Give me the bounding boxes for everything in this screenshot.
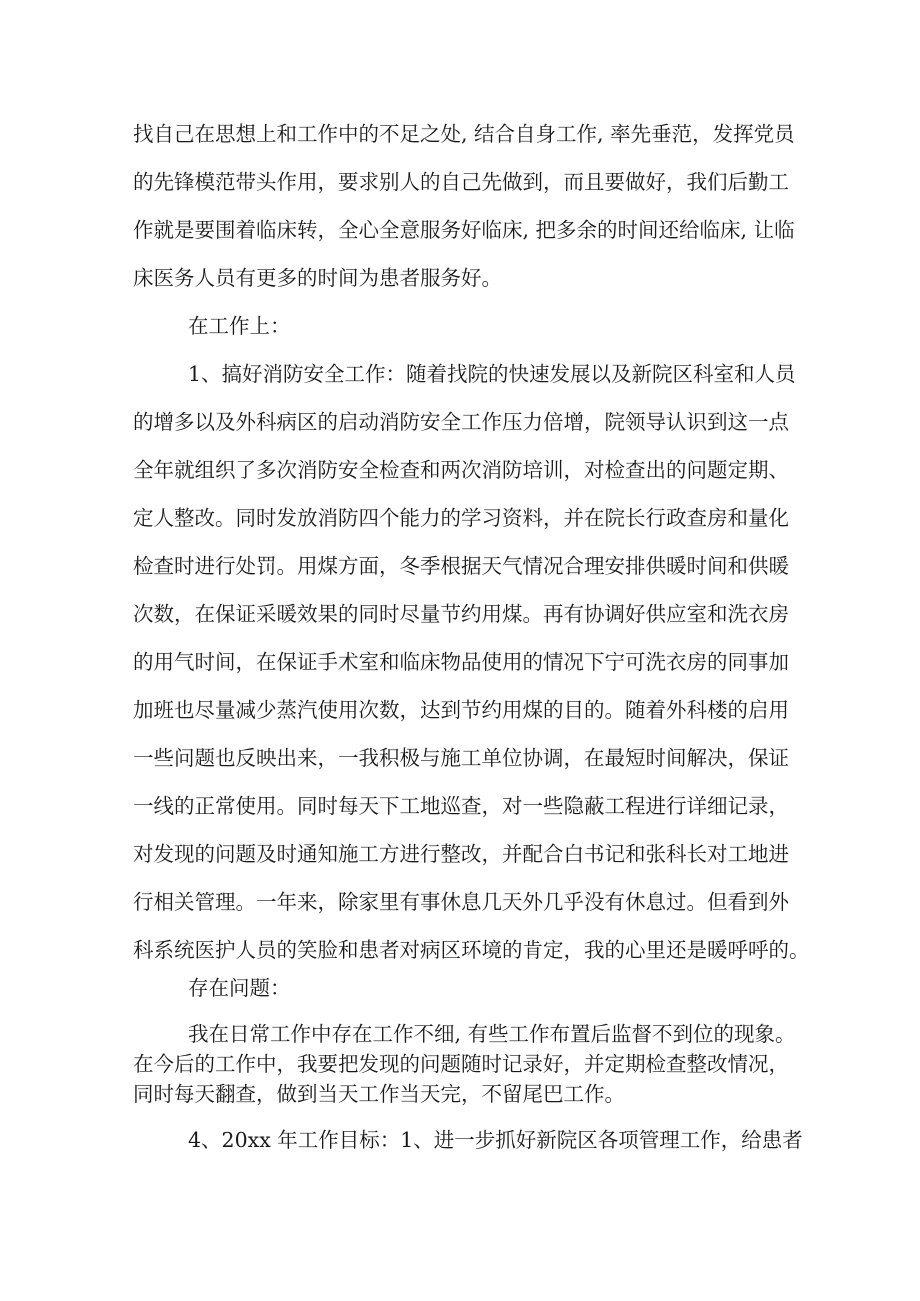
text-line: 作就是要围着临床转，全心全意服务好临床, 把多余的时间还给临床, 让临 — [133, 218, 795, 242]
text-line: 次数，在保证采暖效果的同时尽量节约用煤。再有协调好供应室和洗衣房 — [133, 602, 789, 626]
text-line: 1、搞好消防安全工作：随着找院的快速发展以及新院区科室和人员 — [188, 362, 796, 386]
text-line: 全年就组织了多次消防安全检查和两次消防培训，对检查出的问题定期、 — [133, 458, 789, 482]
text-line: 一线的正常使用。同时每天下工地巡查，对一些隐蔽工程进行详细记录， — [133, 794, 789, 818]
text-line: 我在日常工作中存在工作不细, 有些工作布置后监督不到位的现象。 — [188, 1022, 796, 1046]
section-heading: 在工作上： — [188, 314, 291, 338]
text-line: 的增多以及外科病区的启动消防安全工作压力倍增，院领导认识到这一点 — [133, 410, 789, 434]
text-line: 一些问题也反映出来，一我积极与施工单位协调，在最短时间解决，保证 — [133, 746, 789, 770]
text-line: 加班也尽量减少蒸汽使用次数，达到节约用煤的目的。随着外科楼的启用 — [133, 698, 789, 722]
text-line: 的先锋模范带头作用，要求别人的自己先做到，而且要做好，我们后勤工 — [133, 170, 789, 194]
text-line: 同时每天翻查，做到当天工作当天完，不留尾巴工作。 — [133, 1082, 625, 1106]
text-line: 定人整改。同时发放消防四个能力的学习资料，并在院长行政查房和量化 — [133, 506, 789, 530]
text-line: 行相关管理。一年来，除家里有事休息几天外几乎没有休息过。但看到外 — [133, 890, 789, 914]
text-line: 4、20xx 年工作目标：1、进一步抓好新院区各项管理工作，给患者 — [188, 1128, 803, 1152]
text-line: 科系统医护人员的笑脸和患者对病区环境的肯定，我的心里还是暖呼呼的。 — [133, 938, 810, 962]
section-heading: 存在问题： — [188, 976, 291, 1000]
text-line: 在今后的工作中，我要把发现的问题随时记录好，并定期检查整改情况， — [133, 1052, 789, 1076]
text-line: 检查时进行处罚。用煤方面，冬季根据天气情况合理安排供暖时间和供暖 — [133, 554, 789, 578]
text-line: 对发现的问题及时通知施工方进行整改，并配合白书记和张科长对工地进 — [133, 842, 789, 866]
text-line: 的用气时间，在保证手术室和临床物品使用的情况下宁可洗衣房的同事加 — [133, 650, 789, 674]
text-line: 床医务人员有更多的时间为患者服务好。 — [133, 266, 502, 290]
text-line: 找自己在思想上和工作中的不足之处, 结合自身工作, 率先垂范，发挥党员 — [133, 122, 795, 146]
